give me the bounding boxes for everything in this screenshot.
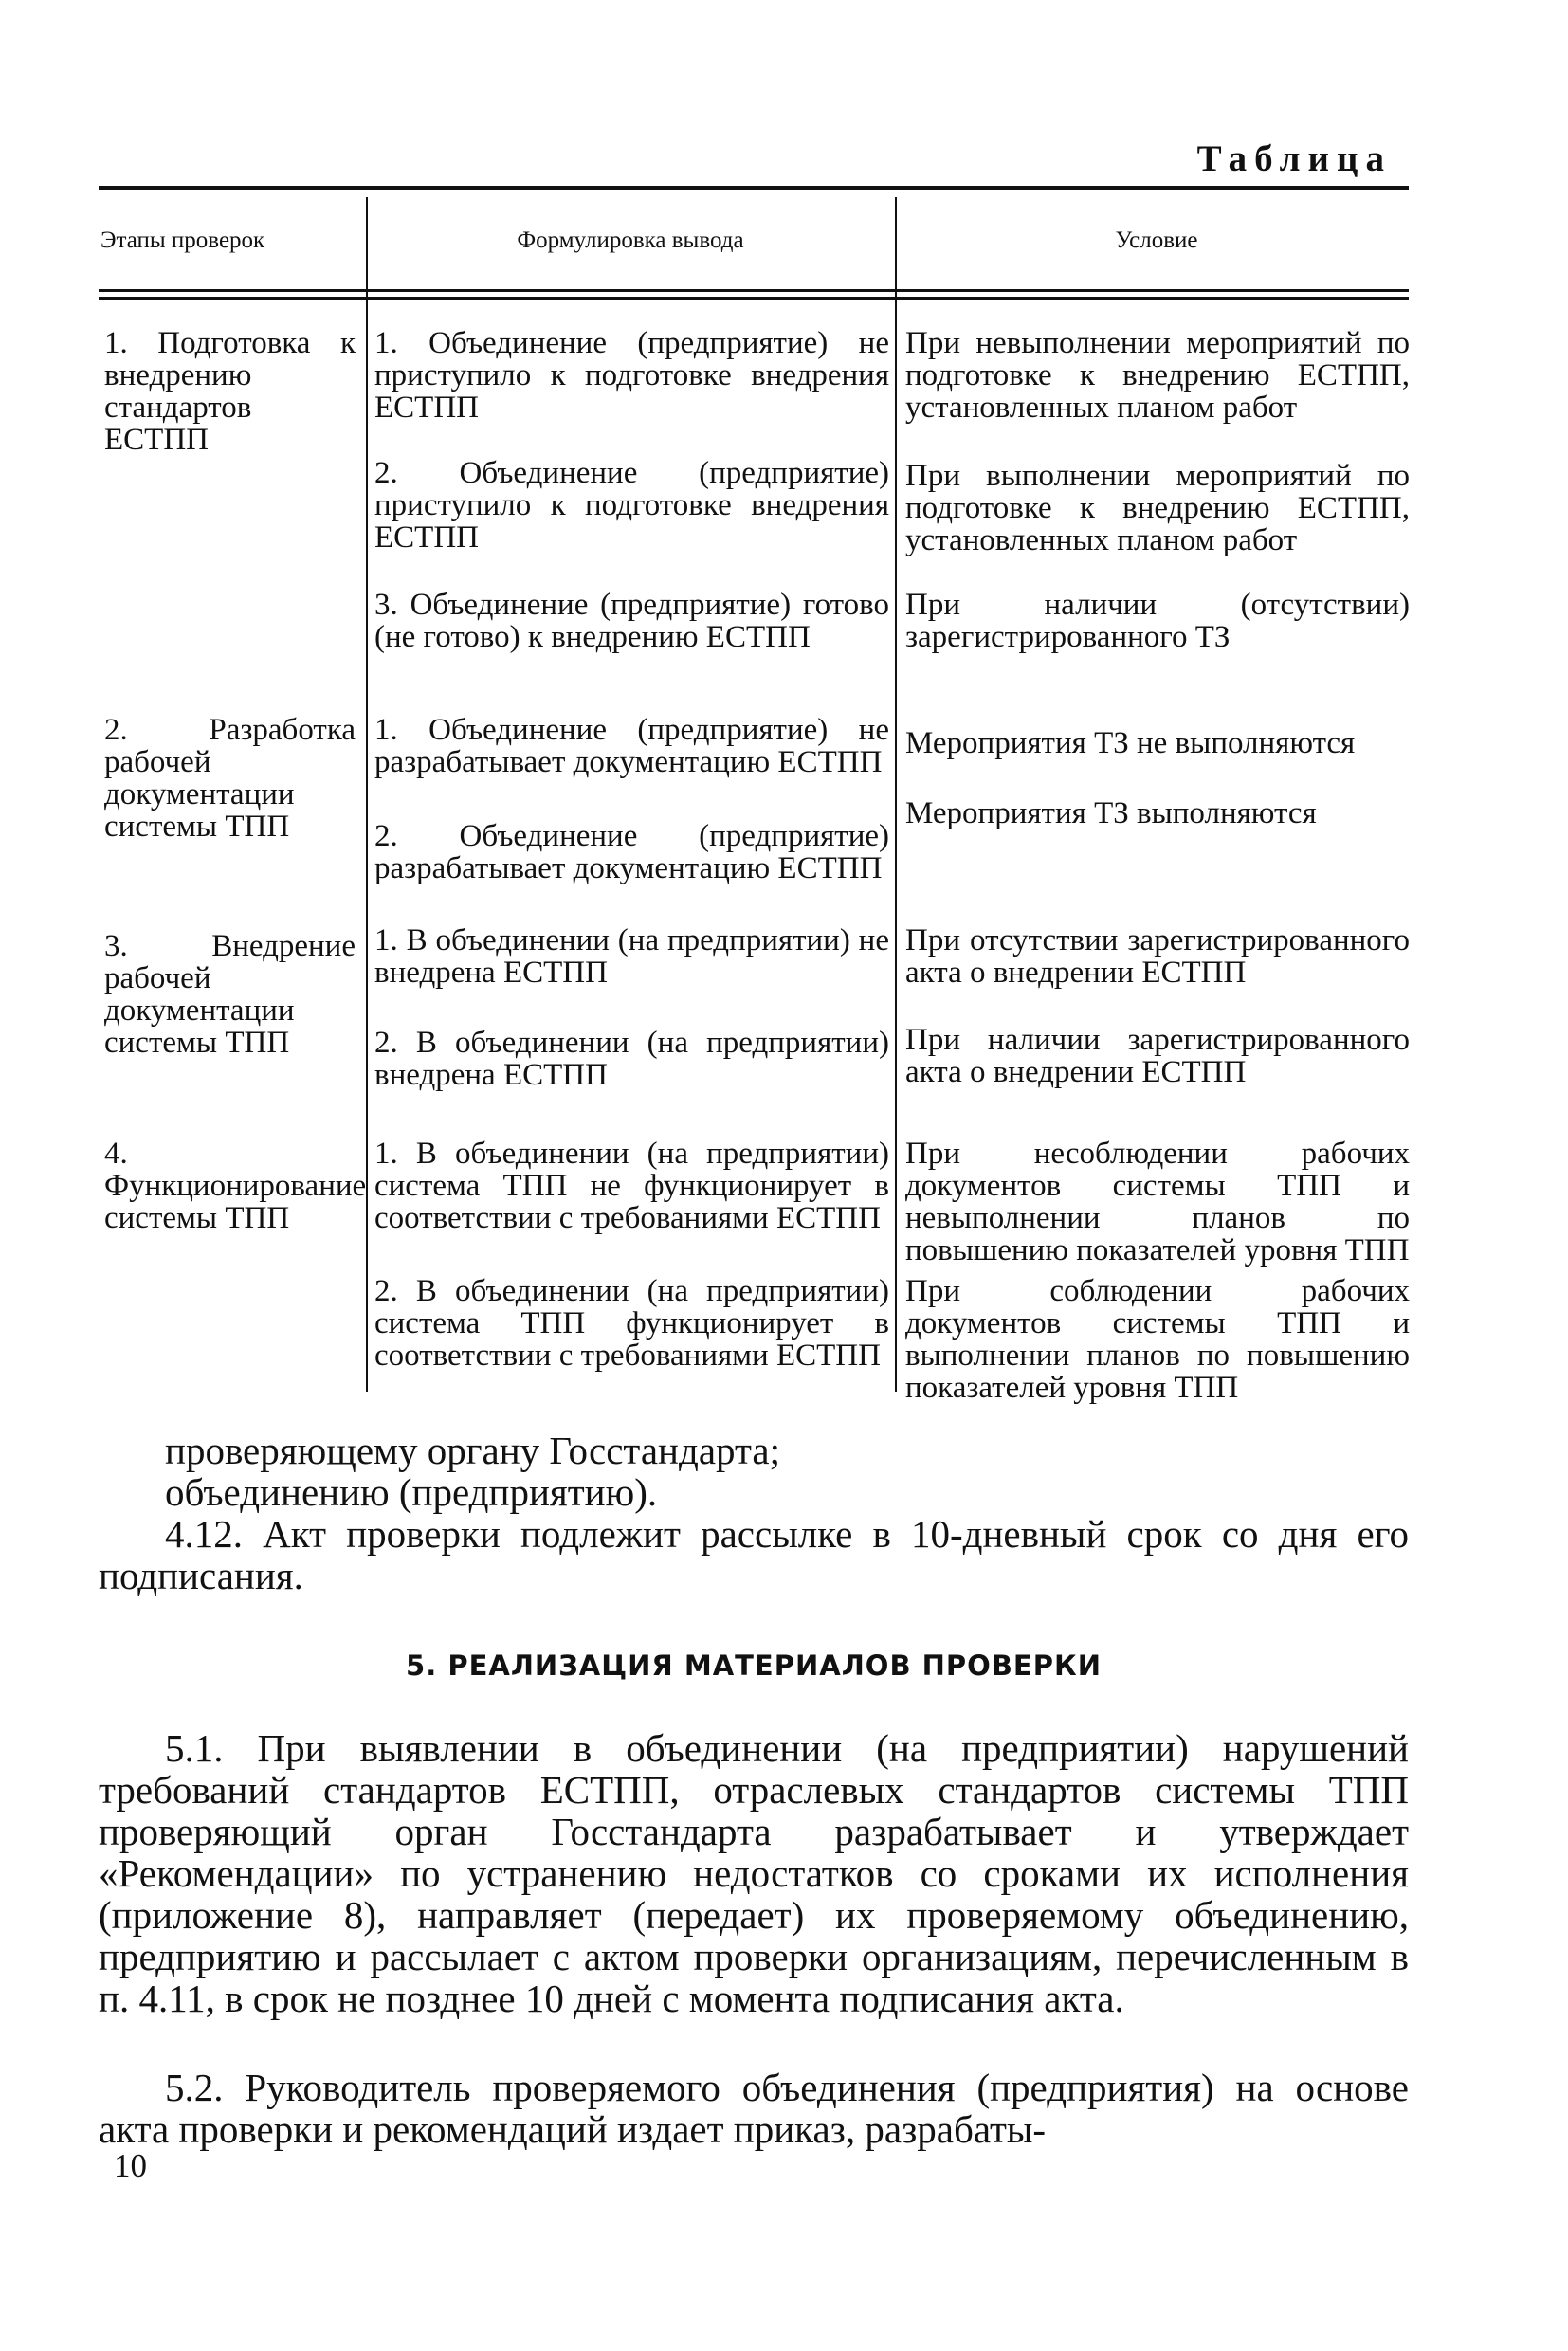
stage-1: 1. Подготовка к внедрению стандартов ЕСТПП [104, 326, 356, 457]
conclusion-2-1: 1. Объединение (предприятие) не разрабатывает документацию ЕСТПП [374, 713, 889, 779]
conclusion-1-1: 1. Объединение (предприятие) не приступило к подготовке внедрения ЕСТПП [374, 326, 889, 425]
condition-3-2: При наличии зарегистрированного акта о внедрении ЕСТПП [905, 1023, 1410, 1089]
column-divider-2 [895, 197, 897, 1392]
condition-1-2: При выполнении мероприятий по подготовке к внедрению ЕСТПП, установленных планом работ [905, 459, 1410, 557]
paragraph-5-2: 5.2. Руководитель проверяемого объединения (предприятия) на основе акта проверки и рекомендаций издает приказ, разрабаты- [99, 2066, 1409, 2151]
stage-4: 4. Функционирование системы ТПП [104, 1137, 367, 1235]
page-number: 10 [114, 2147, 147, 2184]
section-title: 5. РЕАЛИЗАЦИЯ МАТЕРИАЛОВ ПРОВЕРКИ [406, 1649, 1102, 1682]
condition-2-2: Мероприятия ТЗ выполняются [905, 796, 1317, 830]
conclusion-4-1: 1. В объединении (на предприятии) система ТПП не функционирует в соответствии с требованиями ЕСТПП [374, 1137, 889, 1235]
table-top-rule [99, 186, 1409, 190]
condition-3-1: При отсутствии зарегистрированного акта о внедрении ЕСТПП [905, 923, 1410, 990]
condition-2-1: Мероприятия ТЗ не выполняются [905, 726, 1356, 760]
table-caption: Таблица [1196, 138, 1392, 179]
conclusion-4-2: 2. В объединении (на предприятии) система ТПП функционирует в соответствии с требованиями ЕСТПП [374, 1274, 889, 1373]
header-rule-lower [99, 297, 1409, 300]
condition-1-3: При наличии (отсутствии) зарегистрированного ТЗ [905, 588, 1410, 654]
stage-3: 3. Внедрение рабочей документации системы ТПП [104, 929, 356, 1060]
header-stages: Этапы проверок [100, 228, 265, 253]
stage-2: 2. Разработка рабочей документации системы ТПП [104, 713, 356, 844]
header-conclusion: Формулировка вывода [517, 228, 744, 253]
conclusion-3-2: 2. В объединении (на предприятии) внедрена ЕСТПП [374, 1026, 889, 1092]
conclusion-1-2: 2. Объединение (предприятие) приступило к подготовке внедрения ЕСТПП [374, 456, 889, 555]
column-divider-1 [366, 197, 368, 1392]
condition-4-2: При соблюдении рабочих документов системы ТПП и выполнении планов по повышению показателей уровня ТПП [905, 1274, 1410, 1405]
conclusion-2-2: 2. Объединение (предприятие) разрабатывает документацию ЕСТПП [374, 819, 889, 885]
condition-4-1: При несоблюдении рабочих документов системы ТПП и невыполнении планов по повышению показателей уровня ТПП [905, 1137, 1410, 1267]
recipient-line-1: проверяющему органу Госстандарта; [165, 1429, 781, 1472]
header-condition: Условие [1115, 228, 1198, 253]
header-rule-upper [99, 289, 1409, 292]
paragraph-5-1: 5.1. При выявлении в объединении (на предприятии) нарушений требований стандартов ЕСТПП, отраслевых стандартов системы ТПП проверяющий орган Госстандарта разрабатывает и утверждает «Рекомендации» по устранению недостатков со сроками их исполнения (приложение 8), направляет (передает) их проверяемому объединению, предприятию и рассылает с актом проверки организациям, перечисленным в п. 4.11, в срок не позднее 10 дней с момента подписания акта. [99, 1726, 1409, 2020]
conclusion-3-1: 1. В объединении (на предприятии) не внедрена ЕСТПП [374, 923, 889, 990]
condition-1-1: При невыполнении мероприятий по подготовке к внедрению ЕСТПП, установленных планом работ [905, 326, 1410, 425]
conclusion-1-3: 3. Объединение (предприятие) готово (не готово) к внедрению ЕСТПП [374, 588, 889, 654]
paragraph-4-12: 4.12. Акт проверки подлежит рассылке в 10-дневный срок со дня его подписания. [99, 1512, 1409, 1597]
recipient-line-2: объединению (предприятию). [165, 1470, 658, 1514]
